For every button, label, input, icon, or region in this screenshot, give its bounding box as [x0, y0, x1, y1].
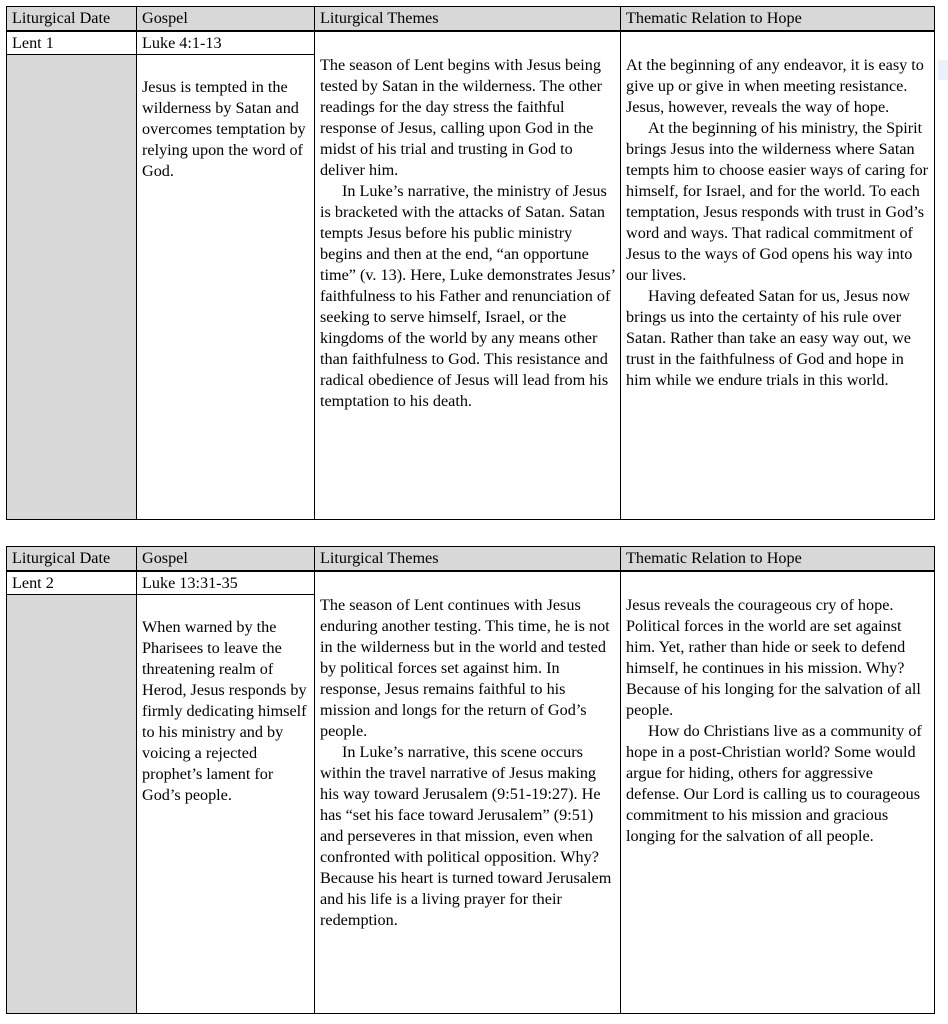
gospel-summary-cell: [137, 595, 315, 1014]
hope-paragraph: How do Christians live as a community of hope in a post-Christian world? Some would argue for hiding, others for aggressive defense. Our Lord is calling us to courageous commitment to his mission and gracious longing for the salvation of all people.: [626, 722, 922, 845]
header-liturgical-themes: Liturgical Themes: [315, 547, 621, 572]
lent-2-table: [6, 546, 935, 1014]
liturgical-themes-cell: [315, 571, 621, 1014]
liturgical-date-cell: Lent 2: [7, 571, 137, 595]
hope-relation-cell: [621, 31, 935, 520]
gospel-summary: When warned by the Pharisees to leave the threatening realm of Herod, Jesus responds by firmly dedicating himself to his ministry and by voicing a rejected prophet’s lament for God’s people.: [142, 618, 307, 804]
hope-paragraph: Having defeated Satan for us, Jesus now brings us into the certainty of his rule over Satan. Rather than take an easy way out, we trust in the faithfulness of God and hope in him while we endure trials in this world.: [626, 287, 911, 389]
header-liturgical-date: Liturgical Date: [7, 547, 137, 572]
header-gospel: Gospel: [137, 547, 315, 572]
gospel-reference-cell: Luke 4:1-13: [137, 31, 315, 55]
date-blank-cell: [7, 55, 137, 520]
header-liturgical-themes: Liturgical Themes: [315, 7, 621, 32]
header-thematic-relation: Thematic Relation to Hope: [621, 547, 935, 572]
gospel-reference-cell: Luke 13:31-35: [137, 571, 315, 595]
liturgical-date-cell: Lent 1: [7, 31, 137, 55]
hope-paragraph: Jesus reveals the courageous cry of hope. Political forces in the world are set against him. Yet, rather than hide or seek to defend himself, he continues in his mission. Why? Because of his longing for the salvation of all people.: [626, 596, 921, 719]
themes-paragraph: The season of Lent continues with Jesus enduring another testing. This time, he is not in the wilderness but in the world and tested by political forces set against him. In response, Jesus remains faithful to his mission and longs for the return of God’s people.: [320, 596, 610, 740]
date-blank-cell: [7, 595, 137, 1014]
liturgical-themes-cell: [315, 31, 621, 520]
lent-1-table: [6, 6, 935, 520]
header-thematic-relation: Thematic Relation to Hope: [621, 7, 935, 32]
gospel-summary-cell: [137, 55, 315, 520]
hope-paragraph: At the beginning of any endeavor, it is easy to give up or give in when meeting resistance. Jesus, however, reveals the way of hope.: [626, 56, 924, 116]
header-row: [7, 7, 935, 32]
header-liturgical-date: Liturgical Date: [7, 7, 137, 32]
hope-paragraph: At the beginning of his ministry, the Spirit brings Jesus into the wilderness where Satan tempts him to choose easier ways of caring for himself, for Israel, and for the world. To each temptation, Jesus responds with trust in God’s word and ways. That radical commitment of Jesus to the ways of God opens his way into our lives.: [626, 119, 929, 284]
page-edge-mark: [938, 60, 948, 80]
themes-paragraph: In Luke’s narrative, this scene occurs within the travel narrative of Jesus making his way toward Jerusalem (9:51-19:27). He has “set his face toward Jerusalem” (9:51) and perseveres in that mission, even when confronted with political opposition. Why? Because his heart is turned toward Jerusalem and his life is a living prayer for their redemption.: [320, 743, 612, 929]
header-row: [7, 547, 935, 572]
themes-paragraph: The season of Lent begins with Jesus being tested by Satan in the wilderness. The other readings for the day stress the faithful response of Jesus, calling upon God in the midst of his trial and trusting in God to deliver him.: [320, 56, 603, 179]
entry-row: [7, 571, 935, 595]
gospel-summary: Jesus is tempted in the wilderness by Satan and overcomes temptation by relying upon the word of God.: [142, 78, 306, 180]
entry-row: [7, 31, 935, 55]
themes-paragraph: In Luke’s narrative, the ministry of Jesus is bracketed with the attacks of Satan. Satan tempts Jesus before his public ministry begins and then at the end, “an opportune time” (v. 13). Here, Luke demonstrates Jesus’ faithfulness to his Father and renunciation of seeking to serve himself, Israel, or the kingdoms of the world by any means other than faithfulness to God. This resistance and radical obedience of Jesus will lead from his temptation to his death.: [320, 182, 615, 410]
header-gospel: Gospel: [137, 7, 315, 32]
hope-relation-cell: [621, 571, 935, 1014]
